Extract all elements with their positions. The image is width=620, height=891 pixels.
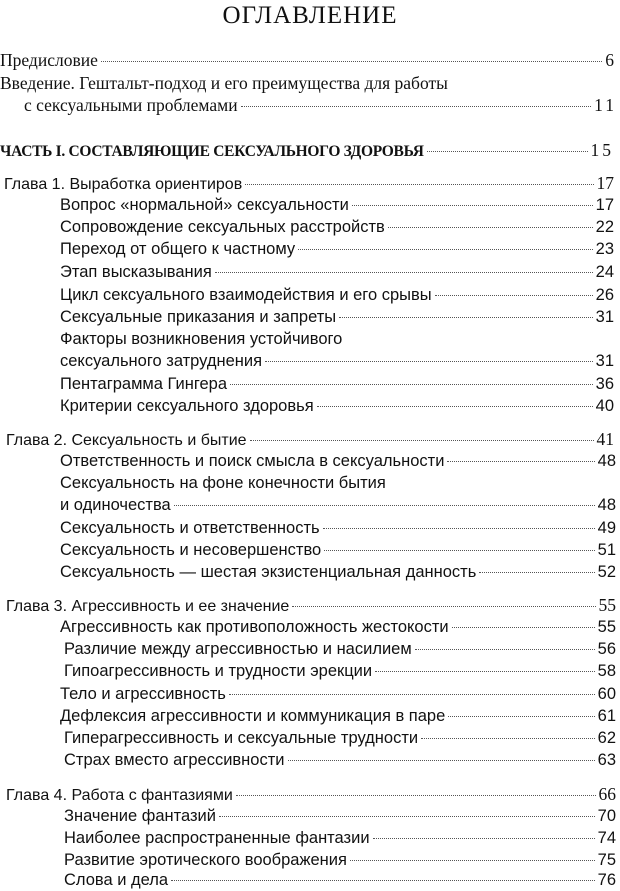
toc-page-number: 15 (590, 140, 614, 160)
toc-section (60, 517, 616, 539)
dot-leader (219, 816, 595, 817)
toc-section-line1: Факторы возникновения устойчивого (60, 330, 343, 348)
toc-page-number: 60 (597, 685, 616, 703)
toc-page-number: 31 (595, 352, 614, 370)
dot-leader (215, 272, 593, 273)
toc-page-number: 55 (597, 618, 616, 636)
toc-section (64, 869, 616, 891)
dot-leader (292, 606, 595, 607)
dot-leader (241, 106, 592, 107)
toc-entry-title: Страх вместо агрессивности (64, 751, 285, 769)
toc-page-number: 66 (598, 784, 616, 804)
dot-leader (339, 317, 593, 318)
toc-page-number: 51 (597, 541, 616, 559)
toc-page-number: 17 (596, 173, 614, 193)
toc-page-number: 31 (595, 308, 614, 326)
dot-leader (448, 716, 594, 717)
dot-leader (447, 461, 594, 462)
toc-page-number: 75 (597, 851, 616, 869)
toc-section (64, 749, 616, 771)
toc-entry-title: Ответственность и поиск смысла в сексуальности (60, 452, 445, 470)
dot-leader (435, 295, 593, 296)
toc-entry-title: Сексуальность — шестая экзистенциальная данность (60, 563, 477, 581)
dot-leader (230, 384, 593, 385)
toc-entry-title: ЧАСТЬ I. СОСТАВЛЯЮЩИЕ СЕКСУАЛЬНОГО ЗДОРОВЬЯ (0, 143, 424, 160)
dot-leader (373, 838, 595, 839)
toc-page-number: 40 (595, 397, 614, 415)
dot-leader (421, 738, 595, 739)
toc-page-number: 41 (596, 429, 614, 449)
toc-section (60, 616, 616, 638)
toc-section (60, 494, 616, 516)
toc-chapter-4 (6, 783, 616, 807)
toc-entry-title: Сексуальность и несовершенство (60, 541, 322, 559)
toc-page-number: 74 (597, 829, 616, 847)
toc-page-number: 11 (594, 95, 617, 115)
toc-page-number: 62 (597, 729, 616, 747)
toc-page-number: 17 (595, 196, 614, 214)
toc-entry-title: Наиболее распространенные фантазии (64, 829, 370, 847)
dot-leader (324, 550, 594, 551)
toc-entry-title: Глава 2. Сексуальность и бытие (6, 432, 247, 449)
toc-section (64, 727, 616, 749)
toc-entry-title: с сексуальными проблемами (24, 95, 238, 115)
toc-entry-title: Гиперагрессивность и сексуальные трудности (64, 729, 419, 747)
toc-page-number: 58 (597, 662, 616, 680)
toc-entry-title: Пентаграмма Гингера (60, 375, 228, 393)
toc-entry-title: Критерии сексуального здоровья (60, 397, 314, 415)
toc-entry-title: сексуального затруднения (60, 352, 263, 370)
toc-page-number: 22 (595, 218, 614, 236)
dot-leader (415, 649, 595, 650)
toc-entry-title: Дефлексия агрессивности и коммуникация в паре (60, 707, 446, 725)
toc-chapter-3 (6, 594, 616, 618)
toc-entry-title: Глава 4. Работа с фантазиями (6, 787, 233, 804)
dot-leader (298, 249, 593, 250)
toc-entry-title: Этап высказывания (60, 263, 212, 281)
toc-entry-preface (0, 49, 614, 71)
toc-section (60, 395, 614, 417)
toc-section (60, 284, 614, 306)
dot-leader (350, 860, 595, 861)
toc-page-number: 24 (595, 263, 614, 281)
toc-entry-title: Сексуальные приказания и запреты (60, 308, 337, 326)
toc-page-number: 48 (597, 452, 616, 470)
dot-leader (427, 151, 588, 152)
page-title: ОГЛАВЛЕНИЕ (222, 2, 398, 29)
toc-chapter-2 (6, 428, 614, 452)
toc-section (60, 561, 616, 583)
toc-entry-title: Переход от общего к частному (60, 240, 296, 258)
toc-section (60, 373, 614, 395)
toc-page-number: 6 (605, 50, 614, 70)
dot-leader (375, 671, 595, 672)
toc-entry-title: Сопровождение сексуальных расстройств (60, 218, 385, 236)
toc-entry-title: Различие между агрессивностью и насилием (64, 640, 412, 658)
dot-leader (171, 880, 595, 881)
toc-section (60, 705, 616, 727)
toc-entry-title: и одиночества (60, 496, 171, 514)
dot-leader (352, 205, 593, 206)
toc-page-number: 76 (597, 871, 616, 889)
toc-page-number: 63 (597, 751, 616, 769)
toc-entry-title: Цикл сексуального взаимодействия и его срывы (60, 286, 432, 304)
toc-section (64, 849, 616, 871)
toc-section (64, 805, 616, 827)
dot-leader (452, 627, 595, 628)
dot-leader (229, 694, 595, 695)
toc-page-number: 70 (597, 807, 616, 825)
toc-section (60, 238, 614, 260)
dot-leader (250, 440, 594, 441)
dot-leader (101, 61, 602, 62)
dot-leader (288, 760, 595, 761)
dot-leader (174, 505, 595, 506)
toc-entry-title: Тело и агрессивность (60, 685, 226, 703)
toc-page-number: 61 (597, 707, 616, 725)
toc-section (60, 261, 614, 283)
toc-page-number: 56 (597, 640, 616, 658)
dot-leader (265, 361, 593, 362)
toc-entry-title: Гипоагрессивность и трудности эрекции (64, 662, 373, 680)
toc-page-number: 48 (597, 496, 616, 514)
toc-entry-title: Вопрос «нормальной» сексуальности (60, 196, 349, 214)
toc-page-number: 23 (595, 240, 614, 258)
dot-leader (388, 227, 593, 228)
toc-page-number: 26 (595, 286, 614, 304)
toc-page-number: 52 (597, 563, 616, 581)
toc-chapter-1 (4, 172, 614, 196)
toc-section (60, 350, 614, 372)
toc-section (60, 683, 616, 705)
toc-section (64, 827, 616, 849)
toc-section (60, 450, 616, 472)
toc-entry-title: Сексуальность и ответственность (60, 519, 320, 537)
toc-section (64, 638, 616, 660)
toc-section (64, 660, 616, 682)
toc-section (60, 539, 616, 561)
toc-entry-title: Значение фантазий (64, 807, 216, 825)
toc-entry-intro-line1: Введение. Гештальт-подход и его преимущества для работы (0, 73, 448, 93)
toc-page-number: 36 (595, 375, 614, 393)
toc-page-number: 55 (598, 595, 616, 615)
toc-entry-title: Слова и дела (64, 871, 169, 889)
dot-leader (245, 184, 593, 185)
toc-entry-part1 (0, 139, 614, 163)
toc-page-number: 49 (597, 519, 616, 537)
toc-section (60, 306, 614, 328)
toc-section-line1: Сексуальность на фоне конечности бытия (60, 474, 386, 492)
dot-leader (317, 406, 593, 407)
dot-leader (236, 795, 596, 796)
toc-entry-title: Глава 3. Агрессивность и ее значение (6, 598, 290, 615)
dot-leader (479, 572, 594, 573)
toc-section (60, 216, 614, 238)
toc-entry-title: Предисловие (0, 50, 98, 70)
toc-entry-title: Глава 1. Выработка ориентиров (4, 176, 243, 193)
dot-leader (323, 528, 595, 529)
toc-entry-title: Развитие эротического воображения (64, 851, 347, 869)
toc-section (60, 194, 614, 216)
toc-entry-intro (24, 94, 617, 116)
toc-entry-title: Агрессивность как противоположность жестокости (60, 618, 449, 636)
